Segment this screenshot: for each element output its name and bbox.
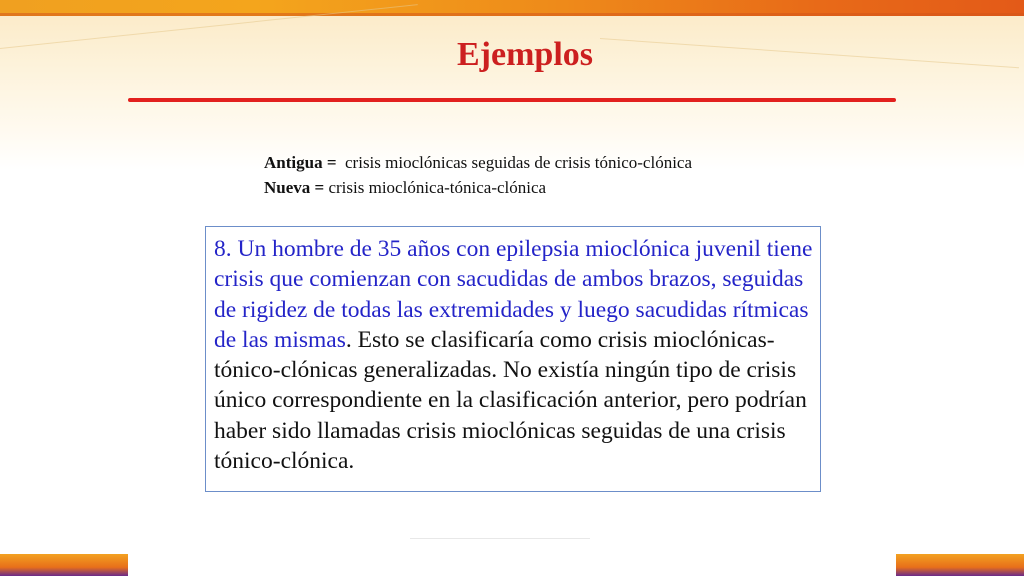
example-case-box: [205, 226, 821, 492]
classification-comparison: [264, 150, 692, 200]
old-text: crisis mioclónicas seguidas de crisis tónico-clónica: [345, 153, 693, 172]
bottom-right-decoration: [896, 554, 1024, 576]
top-decorative-bar: [0, 0, 1024, 16]
new-text: crisis mioclónica-tónica-clónica: [328, 178, 547, 197]
slide-title: Ejemplos: [457, 36, 593, 73]
new-label: Nueva =: [264, 178, 325, 197]
old-label: Antigua =: [264, 153, 337, 172]
old-classification-line: [264, 150, 692, 175]
new-classification-line: [264, 175, 692, 200]
case-description: 8. Un hombre de 35 años con epilepsia mioclónica juvenil tiene crisis que comienzan con sacudidas de ambos brazos, seguidas de rigidez de todas las extremidades y luego sacudidas rítmicas de las mismas: [214, 236, 813, 353]
bottom-left-decoration: [0, 554, 128, 576]
footer-divider: [410, 538, 590, 539]
case-classification: . Esto se clasificaría como crisis mioclónicas-tónico-clónicas generalizadas. No existía ningún tipo de crisis único correspondiente en la clasificación anterior, pero podrían haber sido llamadas crisis mioclónicas seguidas de una crisis tónico-clónica.: [214, 326, 807, 475]
title-underline: [128, 98, 896, 102]
example-case-text: [214, 234, 814, 476]
